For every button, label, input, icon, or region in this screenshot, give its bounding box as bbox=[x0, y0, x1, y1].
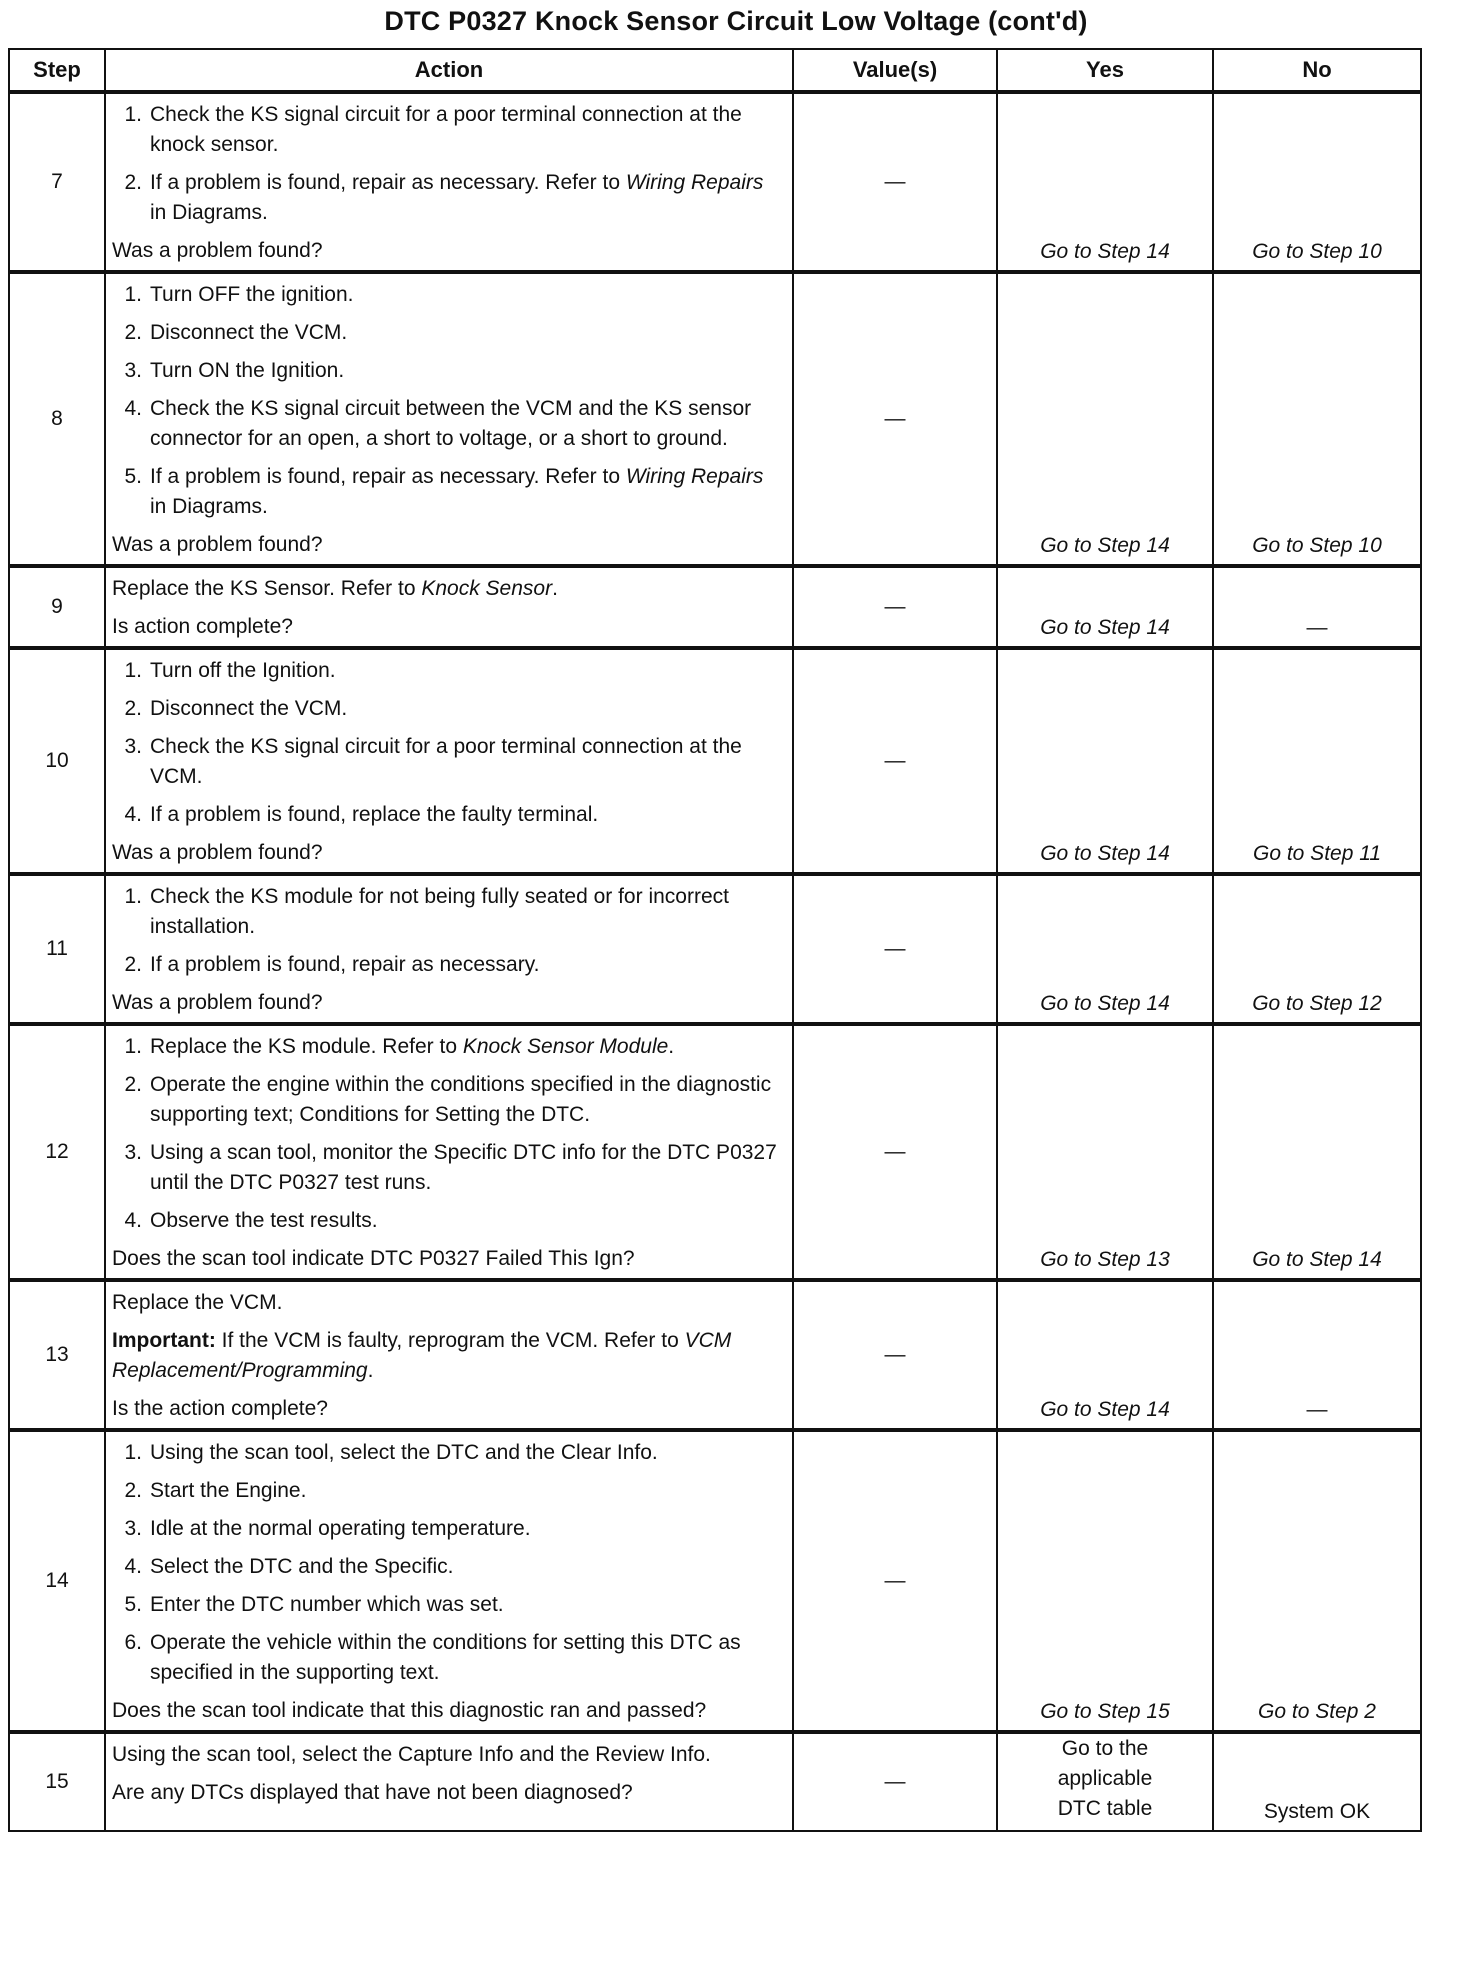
text-segment: in Diagrams. bbox=[150, 201, 268, 224]
step-item-number: 2. bbox=[124, 1073, 142, 1096]
step-item-number: 3. bbox=[124, 359, 142, 382]
step-item-text: Check the KS signal circuit between the VCM and the KS sensor connector for an open, a short to voltage, or a short to ground. bbox=[150, 397, 752, 450]
step-item-number: 3. bbox=[124, 1141, 142, 1164]
step-number: 10 bbox=[9, 648, 105, 874]
step-number: 13 bbox=[9, 1280, 105, 1430]
action-step bbox=[124, 950, 784, 980]
step-question: Was a problem found? bbox=[112, 533, 323, 556]
action-step bbox=[124, 394, 784, 454]
step-item-number: 5. bbox=[124, 1593, 142, 1616]
step-item-number: 4. bbox=[124, 1209, 142, 1232]
step-item-text: Using the scan tool, select the DTC and the Clear Info. bbox=[150, 1441, 658, 1464]
header-row bbox=[9, 49, 1421, 92]
step-item-number: 3. bbox=[124, 735, 142, 758]
step-item-number: 5. bbox=[124, 465, 142, 488]
reference-title: Wiring Repairs bbox=[625, 465, 764, 488]
table-row bbox=[9, 1430, 1421, 1732]
step-item-text: Turn OFF the ignition. bbox=[150, 283, 354, 306]
no-outcome: — bbox=[1213, 1280, 1421, 1430]
action-steps bbox=[112, 280, 784, 522]
reference-title: Wiring Repairs bbox=[625, 171, 764, 194]
action-text bbox=[112, 1740, 784, 1770]
no-outcome: Go to Step 14 bbox=[1213, 1024, 1421, 1280]
reference-title: Knock Sensor Module bbox=[462, 1035, 669, 1058]
text-segment: Replace the KS module. Refer to bbox=[150, 1035, 463, 1058]
yes-outcome: Go to Step 14 bbox=[997, 272, 1213, 566]
step-item-number: 2. bbox=[124, 171, 142, 194]
step-item-number: 2. bbox=[124, 1479, 142, 1502]
step-item-number: 4. bbox=[124, 1555, 142, 1578]
no-outcome: Go to Step 10 bbox=[1213, 92, 1421, 272]
step-item-text: Disconnect the VCM. bbox=[150, 697, 348, 720]
text-segment: in Diagrams. bbox=[150, 495, 268, 518]
step-number: 12 bbox=[9, 1024, 105, 1280]
action-steps bbox=[112, 1032, 784, 1236]
value-cell: — bbox=[793, 1024, 997, 1280]
step-item-text: Select the DTC and the Specific. bbox=[150, 1555, 454, 1578]
no-outcome: Go to Step 2 bbox=[1213, 1430, 1421, 1732]
action-step bbox=[124, 1438, 784, 1468]
step-item-text: Observe the test results. bbox=[150, 1209, 378, 1232]
step-item-text: Turn off the Ignition. bbox=[150, 659, 336, 682]
step-item-number: 6. bbox=[124, 1631, 142, 1654]
action-step bbox=[124, 100, 784, 160]
page-title: DTC P0327 Knock Sensor Circuit Low Voltage (cont'd) bbox=[384, 6, 1088, 36]
step-number: 11 bbox=[9, 874, 105, 1024]
value-cell: — bbox=[793, 92, 997, 272]
action-steps bbox=[112, 100, 784, 228]
diagnostic-table bbox=[8, 48, 1422, 1832]
header-values: Value(s) bbox=[793, 49, 997, 92]
text-segment: . bbox=[668, 1035, 675, 1058]
action-step bbox=[124, 1032, 784, 1062]
step-item-number: 2. bbox=[124, 321, 142, 344]
yes-outcome: Go to Step 14 bbox=[997, 566, 1213, 648]
value-cell: — bbox=[793, 566, 997, 648]
text-segment: If a problem is found, repair as necessary. Refer to bbox=[150, 171, 626, 194]
text-segment: . bbox=[367, 1359, 374, 1382]
header-step: Step bbox=[9, 49, 105, 92]
action-step bbox=[124, 1138, 784, 1198]
yes-outcome: Go to Step 14 bbox=[997, 92, 1213, 272]
step-item-number: 1. bbox=[124, 283, 142, 306]
step-number: 15 bbox=[9, 1732, 105, 1831]
action-cell bbox=[105, 92, 793, 272]
step-item-text: If a problem is found, repair as necessary. bbox=[150, 953, 540, 976]
action-step bbox=[124, 1070, 784, 1130]
action-step bbox=[124, 694, 784, 724]
step-question: Does the scan tool indicate DTC P0327 Failed This Ign? bbox=[112, 1247, 635, 1270]
text-segment: Replace the VCM. bbox=[112, 1291, 283, 1314]
text-segment: Replace the KS Sensor. Refer to bbox=[112, 577, 422, 600]
no-outcome: Go to Step 10 bbox=[1213, 272, 1421, 566]
important-note bbox=[112, 1326, 784, 1386]
step-item-text: Check the KS module for not being fully seated or for incorrect installation. bbox=[150, 885, 729, 938]
step-item-text: Operate the vehicle within the conditions for setting this DTC as specified in the supporting text. bbox=[150, 1631, 741, 1684]
step-item-number: 1. bbox=[124, 659, 142, 682]
action-cell bbox=[105, 1024, 793, 1280]
table-row bbox=[9, 1024, 1421, 1280]
action-step bbox=[124, 1590, 784, 1620]
action-step bbox=[124, 1206, 784, 1236]
value-cell: — bbox=[793, 648, 997, 874]
action-cell bbox=[105, 272, 793, 566]
text-segment: Using the scan tool, select the Capture Info and the Review Info. bbox=[112, 1743, 711, 1766]
step-number: 14 bbox=[9, 1430, 105, 1732]
action-cell bbox=[105, 1732, 793, 1831]
action-step bbox=[124, 280, 784, 310]
step-item-number: 4. bbox=[124, 397, 142, 420]
step-question: Was a problem found? bbox=[112, 841, 323, 864]
yes-outcome: Go to Step 14 bbox=[997, 1280, 1213, 1430]
step-item-number: 1. bbox=[124, 1441, 142, 1464]
step-item-number: 4. bbox=[124, 803, 142, 826]
action-cell bbox=[105, 1430, 793, 1732]
text-segment: . bbox=[552, 577, 558, 600]
value-cell: — bbox=[793, 874, 997, 1024]
step-question: Was a problem found? bbox=[112, 991, 323, 1014]
action-cell bbox=[105, 1280, 793, 1430]
table-row bbox=[9, 648, 1421, 874]
yes-outcome: Go to Step 14 bbox=[997, 648, 1213, 874]
action-step bbox=[124, 732, 784, 792]
action-text bbox=[112, 1288, 784, 1318]
action-cell bbox=[105, 566, 793, 648]
step-item-text: Start the Engine. bbox=[150, 1479, 307, 1502]
action-step bbox=[124, 1514, 784, 1544]
step-item-text: Check the KS signal circuit for a poor terminal connection at the knock sensor. bbox=[150, 103, 742, 156]
table-row bbox=[9, 566, 1421, 648]
yes-outcome: Go to Step 14 bbox=[997, 874, 1213, 1024]
step-question: Does the scan tool indicate that this diagnostic ran and passed? bbox=[112, 1699, 707, 1722]
action-step bbox=[124, 356, 784, 386]
action-cell bbox=[105, 874, 793, 1024]
step-item-number: 1. bbox=[124, 103, 142, 126]
step-item-number: 2. bbox=[124, 697, 142, 720]
step-number: 8 bbox=[9, 272, 105, 566]
header-no: No bbox=[1213, 49, 1421, 92]
no-outcome: — bbox=[1213, 566, 1421, 648]
step-question: Are any DTCs displayed that have not been diagnosed? bbox=[112, 1781, 633, 1804]
important-label: Important: bbox=[112, 1329, 216, 1352]
action-step bbox=[124, 1628, 784, 1688]
action-step bbox=[124, 1476, 784, 1506]
reference-title: VCM Replacement/Programming bbox=[112, 1329, 732, 1382]
action-step bbox=[124, 800, 784, 830]
table-row bbox=[9, 272, 1421, 566]
step-item-text: Operate the engine within the conditions specified in the diagnostic supporting text; Conditions for Setting the DTC. bbox=[150, 1073, 772, 1126]
step-number: 9 bbox=[9, 566, 105, 648]
step-item-text: Enter the DTC number which was set. bbox=[150, 1593, 504, 1616]
header-action: Action bbox=[105, 49, 793, 92]
step-item-number: 2. bbox=[124, 953, 142, 976]
action-step bbox=[124, 656, 784, 686]
value-cell: — bbox=[793, 272, 997, 566]
no-outcome: Go to Step 11 bbox=[1213, 648, 1421, 874]
step-item-text: Idle at the normal operating temperature. bbox=[150, 1517, 531, 1540]
yes-outcome: Go to the applicable DTC table bbox=[997, 1732, 1213, 1831]
action-steps bbox=[112, 656, 784, 830]
step-question: Was a problem found? bbox=[112, 239, 323, 262]
table-row bbox=[9, 1732, 1421, 1831]
action-steps bbox=[112, 1438, 784, 1688]
step-item-text: Check the KS signal circuit for a poor terminal connection at the VCM. bbox=[150, 735, 742, 788]
step-item-text: Turn ON the Ignition. bbox=[150, 359, 345, 382]
step-item-number: 1. bbox=[124, 885, 142, 908]
step-item-text: Disconnect the VCM. bbox=[150, 321, 348, 344]
action-text bbox=[112, 574, 784, 604]
table-row bbox=[9, 92, 1421, 272]
value-cell: — bbox=[793, 1430, 997, 1732]
value-cell: — bbox=[793, 1280, 997, 1430]
header-yes: Yes bbox=[997, 49, 1213, 92]
action-step bbox=[124, 462, 784, 522]
yes-outcome: Go to Step 15 bbox=[997, 1430, 1213, 1732]
step-item-text: If a problem is found, replace the faulty terminal. bbox=[150, 803, 599, 826]
step-item-text: Using a scan tool, monitor the Specific DTC info for the DTC P0327 until the DTC P0327 test runs. bbox=[150, 1141, 777, 1194]
action-steps bbox=[112, 882, 784, 980]
step-item-number: 1. bbox=[124, 1035, 142, 1058]
text-segment: If a problem is found, repair as necessary. Refer to bbox=[150, 465, 626, 488]
step-item-number: 3. bbox=[124, 1517, 142, 1540]
step-number: 7 bbox=[9, 92, 105, 272]
no-outcome: Go to Step 12 bbox=[1213, 874, 1421, 1024]
text-segment: If the VCM is faulty, reprogram the VCM. Refer to bbox=[215, 1329, 685, 1352]
action-step bbox=[124, 882, 784, 942]
table-row bbox=[9, 1280, 1421, 1430]
action-step bbox=[124, 318, 784, 348]
action-step bbox=[124, 168, 784, 228]
action-cell bbox=[105, 648, 793, 874]
reference-title: Knock Sensor bbox=[421, 577, 553, 600]
value-cell: — bbox=[793, 1732, 997, 1831]
step-question: Is the action complete? bbox=[112, 1397, 328, 1420]
table-row bbox=[9, 874, 1421, 1024]
no-outcome: System OK bbox=[1213, 1732, 1421, 1831]
step-question: Is action complete? bbox=[112, 615, 293, 638]
action-step bbox=[124, 1552, 784, 1582]
yes-outcome: Go to Step 13 bbox=[997, 1024, 1213, 1280]
